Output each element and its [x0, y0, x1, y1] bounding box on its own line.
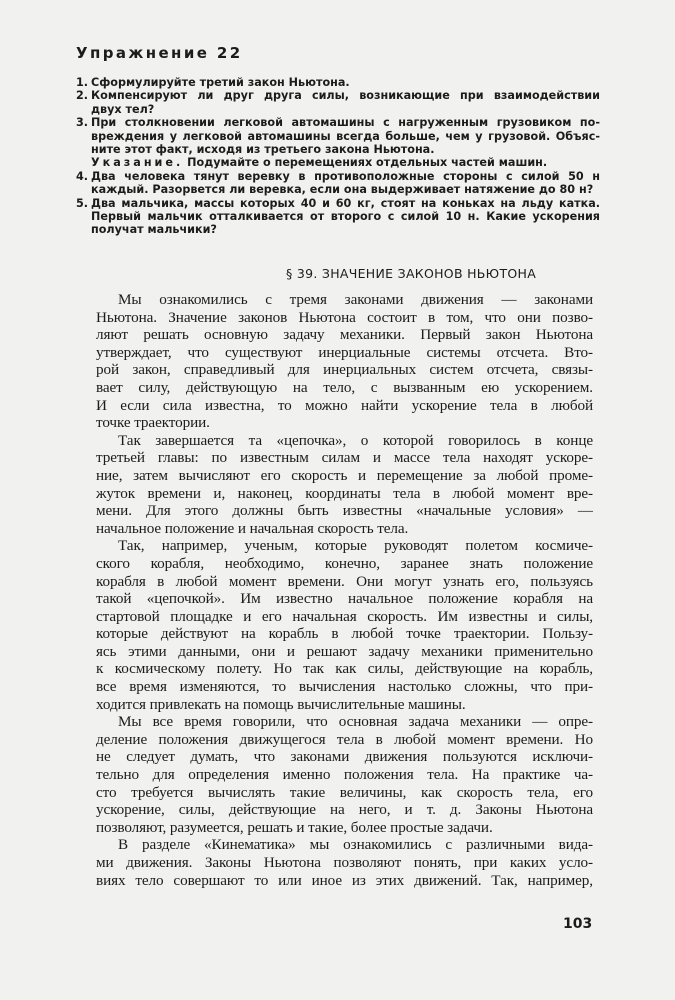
- exercise-line: Два человека тянут веревку в противоположные стороны с силой 50 н: [91, 169, 600, 183]
- exercise-number: 1.: [76, 76, 89, 89]
- text-line: ми движения. Законы Ньютона позволяют понять, при каких усло-: [96, 854, 593, 871]
- text-line: мени. Для этого должны быть известны «начальные условия» —: [96, 502, 593, 520]
- text-line: ского корабля, необходимо, конечно, заранее знать положение: [96, 554, 593, 572]
- exercise-line: Два мальчика, массы которых 40 и 60 кг, стоят на коньках на льду катка.: [91, 196, 600, 210]
- text-line: точке траектории.: [96, 414, 210, 432]
- exercise-item: [76, 76, 600, 89]
- hint-text: [91, 156, 600, 169]
- exercise-text: [91, 170, 600, 197]
- text-line: начальное положение и начальная скорость тела.: [96, 519, 409, 537]
- paragraph: [96, 537, 593, 713]
- section-heading: § 39. ЗНАЧЕНИЕ ЗАКОНОВ НЬЮТОНА: [286, 266, 537, 281]
- exercise-line: При столкновении легковой автомашины с нагруженным грузовиком по-: [91, 116, 600, 130]
- exercise-item: [76, 197, 600, 237]
- text-line: И если сила известна, то можно найти ускорение тела в любой: [96, 396, 593, 414]
- exercise-number: 2.: [76, 89, 89, 103]
- paragraph: [96, 291, 593, 432]
- text-line: все время изменяются, то вычисления настолько сложны, что при-: [96, 678, 593, 696]
- text-line: ускорение, силы, действующие на него, и т. д. Законы Ньютона: [96, 801, 593, 819]
- exercise-line: каждый. Разорвется ли веревка, если она выдерживает натяжение до 80 н?: [91, 183, 594, 197]
- text-line: ляют решать основную задачу механики. Первый закон Ньютона: [96, 326, 593, 344]
- text-line: Мы ознакомились с тремя законами движения — законами: [118, 291, 593, 308]
- exercise-text: [91, 89, 600, 116]
- text-line: рой закон, справедливый для инерциальных систем отсчета, связы-: [96, 361, 593, 379]
- exercise-line: получат мальчики?: [91, 223, 217, 237]
- exercise-line: вреждения у легковой автомашины всегда больше, чем у грузовой. Объяс-: [91, 129, 600, 143]
- text-line: утверждает, что существуют инерциальные системы отсчета. Вто-: [96, 343, 593, 361]
- exercise-title: Упражнение 22: [76, 44, 243, 62]
- text-line: ходится привлекать на помощь вычислительные машины.: [96, 695, 466, 713]
- exercise-line: двух тел?: [91, 102, 155, 116]
- text-line: жуток времени и, наконец, координаты тела в любой момент вре-: [96, 484, 593, 502]
- hint-body: Подумайте о перемещениях отдельных частей машин.: [187, 156, 548, 170]
- text-line: корабля в любой момент времени. Они могут узнать его, пользуясь: [96, 572, 593, 590]
- spacer: [76, 156, 91, 169]
- paragraph: [96, 713, 593, 836]
- text-line: Ньютона. Значение законов Ньютона состоит в том, что они позво-: [96, 308, 593, 326]
- exercise-text: [91, 76, 600, 89]
- text-line: Так завершается та «цепочка», о которой говорилось в конце: [118, 431, 593, 449]
- exercise-item: [76, 116, 600, 156]
- text-line: ние, затем вычисляют его скорость и перемещение за любой проме-: [96, 466, 593, 484]
- exercise-hint: [76, 156, 600, 169]
- text-line: которые действуют на корабль в любой точке траектории. Пользу-: [96, 625, 593, 643]
- hint-label: Указание.: [91, 156, 184, 170]
- text-line: не следует думать, что законами движения пользуются исключи-: [96, 748, 593, 766]
- text-line: сто требуется вычислять такие величины, как скорость тела, его: [96, 783, 593, 801]
- exercise-line: ните этот факт, исходя из третьего закона Ньютона.: [91, 143, 435, 157]
- body-text: [96, 291, 593, 889]
- exercise-text: [91, 116, 600, 156]
- paragraph: [96, 836, 593, 889]
- text-line: Мы все время говорили, что основная задача механики — опре-: [118, 713, 593, 731]
- exercise-item: [76, 170, 600, 197]
- exercise-list: [76, 76, 600, 237]
- exercise-text: [91, 197, 600, 237]
- text-line: деление положения движущегося тела в любой момент времени. Но: [96, 730, 593, 748]
- text-line: позволяют, разумеется, решать и такие, более простые задачи.: [96, 818, 493, 836]
- text-line: третьей главы: по известным силам и массе тела находят ускоре-: [96, 449, 593, 467]
- paragraph: [96, 432, 593, 538]
- page-number: 103: [563, 916, 593, 932]
- exercise-line: Первый мальчик отталкивается от второго с силой 10 н. Какие ускорения: [91, 210, 600, 224]
- text-line: такой «цепочкой». Им известно начальное положение корабля на: [96, 590, 593, 608]
- text-line: В разделе «Кинематика» мы ознакомились с различными вида-: [118, 836, 593, 854]
- text-line: ясь этими данными, они и решают задачу механики применительно: [96, 642, 593, 660]
- exercise-number: 5.: [76, 196, 89, 210]
- text-line: Так, например, ученым, которые руководят полетом космиче-: [118, 537, 593, 555]
- exercise-item: [76, 89, 600, 116]
- exercise-line: Сформулируйте третий закон Ньютона.: [91, 76, 350, 89]
- text-line: к космическому полету. Но так как силы, действующие на корабль,: [96, 660, 593, 678]
- text-line: тельно для определения именно положения тела. На практике ча-: [96, 766, 593, 784]
- exercise-line: Компенсируют ли друг друга силы, возникающие при взаимодействии: [91, 89, 600, 103]
- text-line: вает силу, действующую на тело, с вызванным ею ускорением.: [96, 378, 593, 396]
- text-line: виях тело совершают то или иное из этих движений. Так, например,: [96, 871, 593, 889]
- text-line: стартовой площадке и его начальная скорость. Им известны и силы,: [96, 607, 593, 625]
- exercise-number: 4.: [76, 169, 89, 183]
- exercise-number: 3.: [76, 116, 89, 130]
